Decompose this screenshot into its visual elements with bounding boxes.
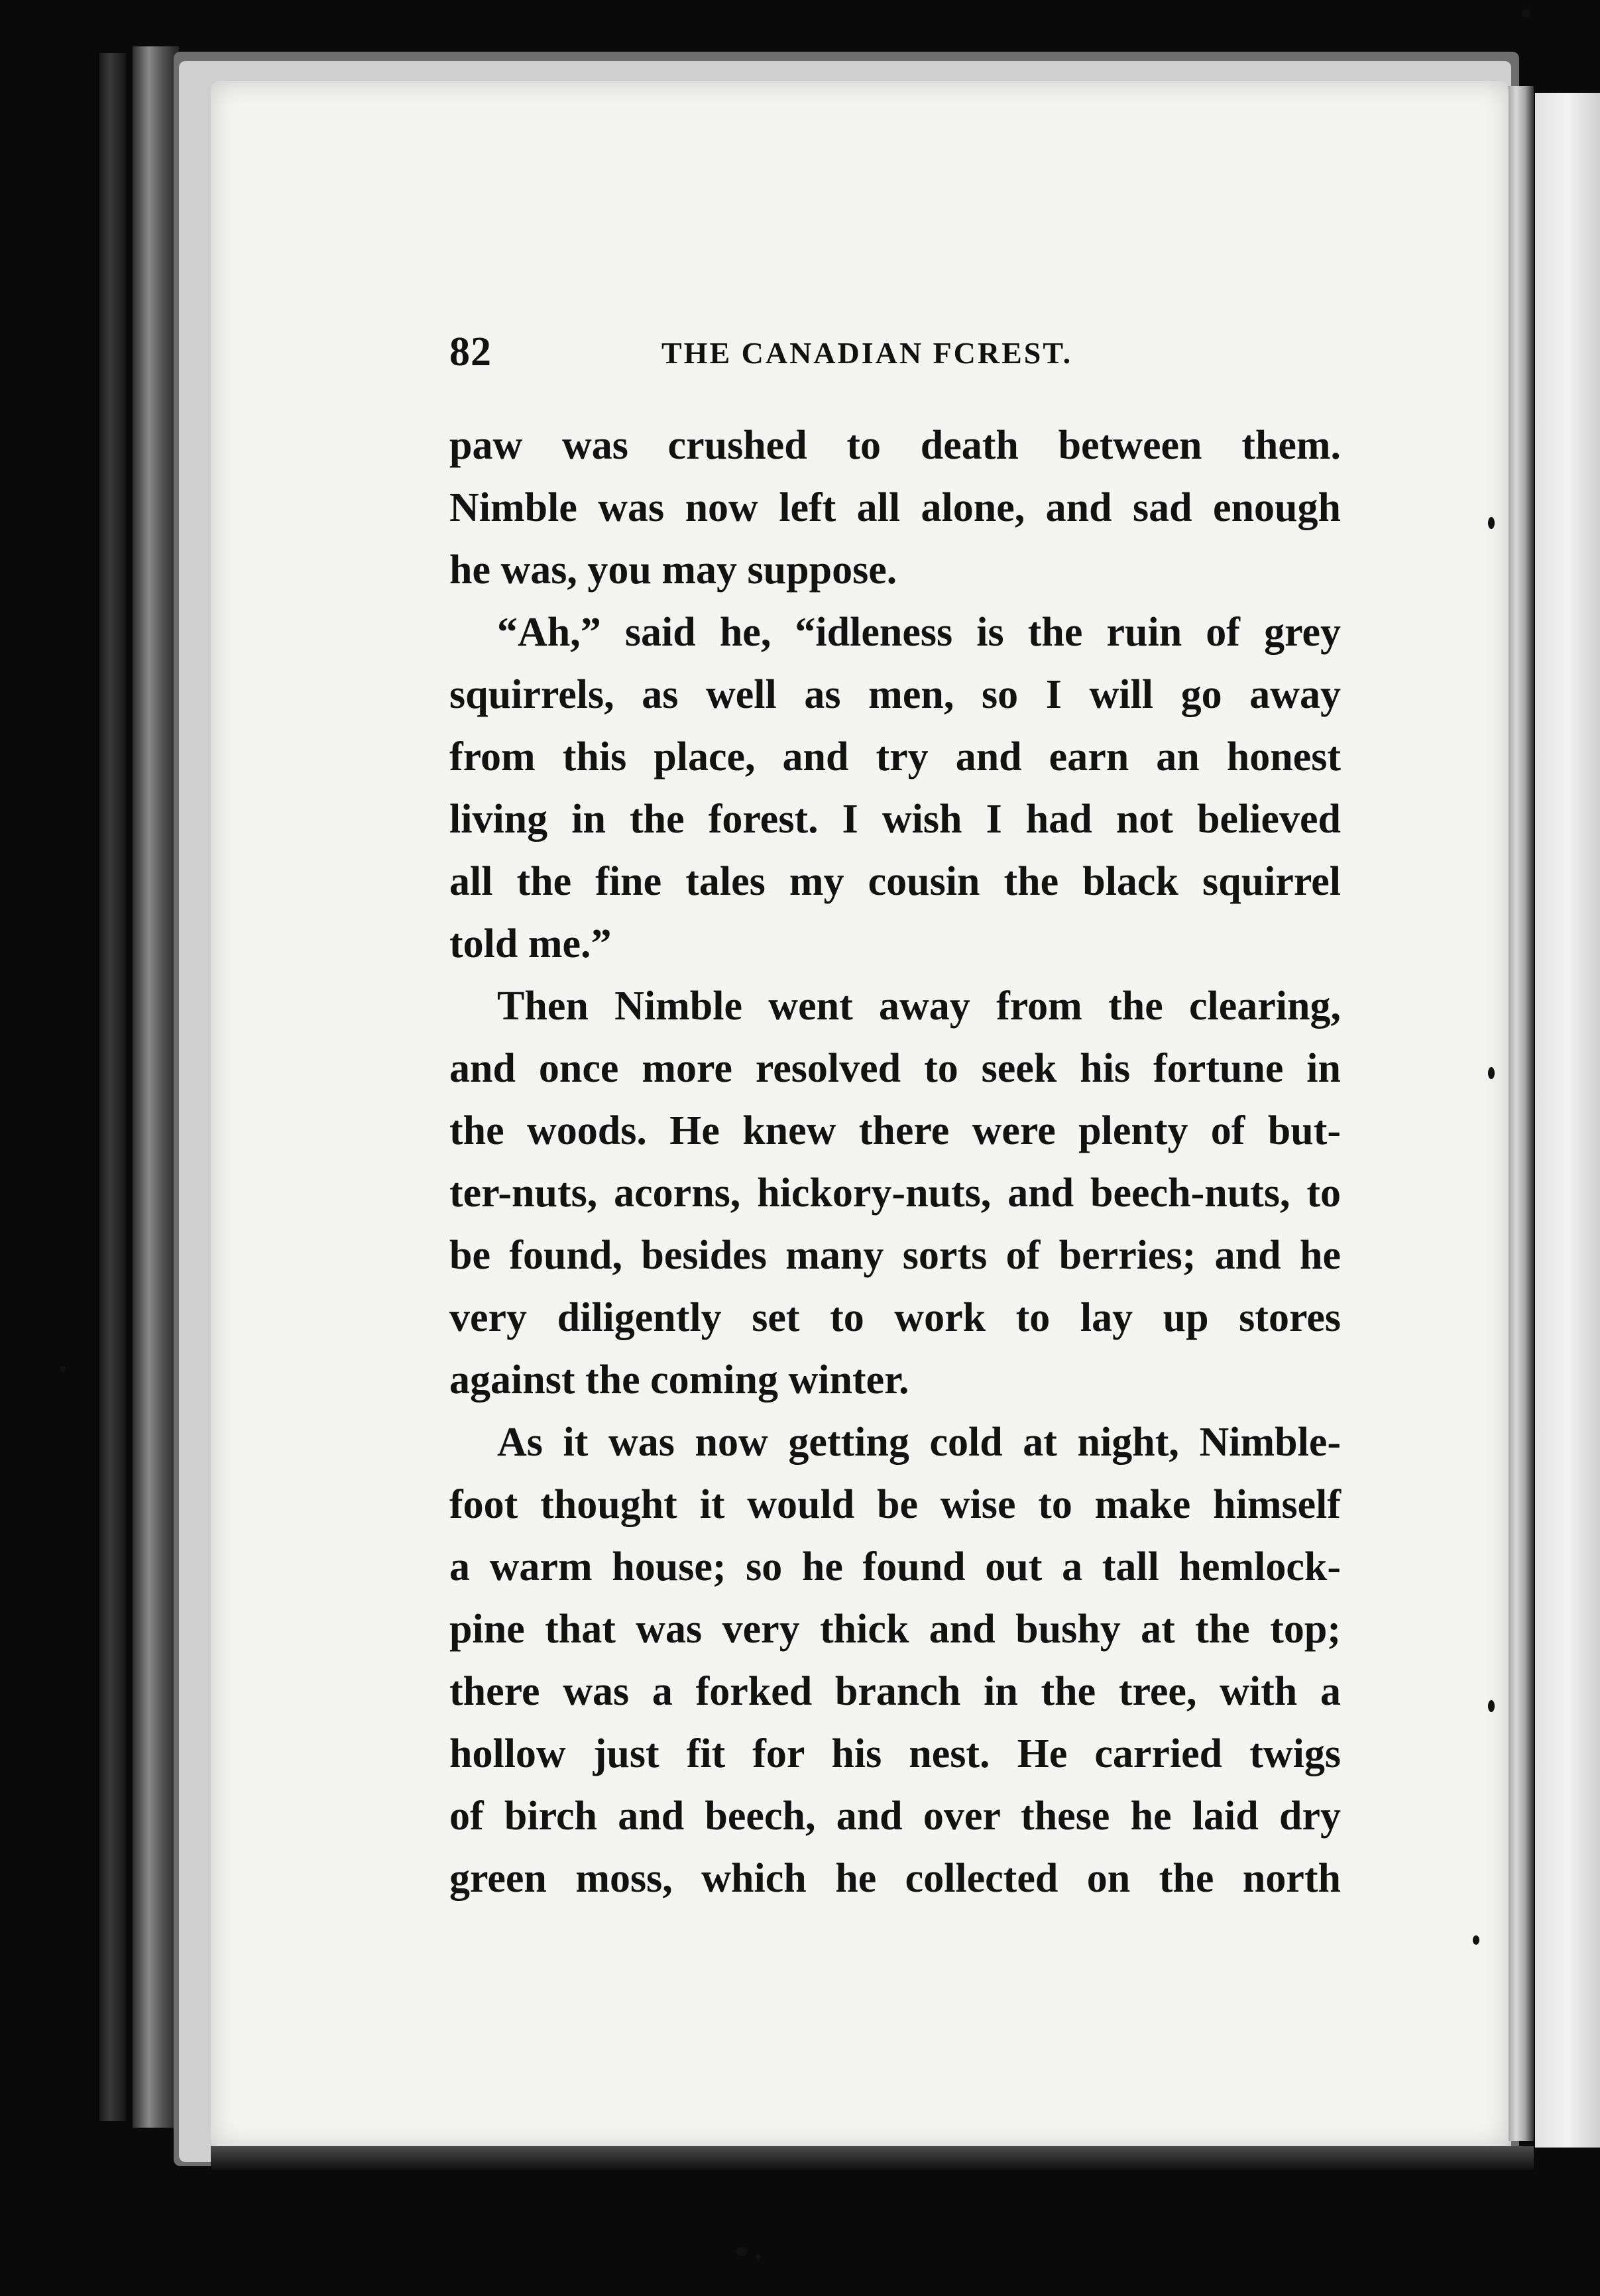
text-line: “Ah,” said he, “idleness is the ruin of grey — [497, 610, 1341, 655]
body-text — [449, 414, 1341, 1910]
text-line: squirrels, as well as men, so I will go away — [449, 672, 1341, 717]
text-line: the woods. He knew there were plenty of but- — [449, 1108, 1341, 1153]
text-line: hollow just fit for his nest. He carried twigs — [449, 1731, 1341, 1776]
page-number: 82 — [449, 329, 492, 374]
text-line: and once more resolved to seek his fortune in — [449, 1046, 1341, 1091]
text-line: living in the forest. I wish I had not believed — [449, 797, 1341, 842]
text-line: a warm house; so he found out a tall hemlock- — [449, 1544, 1341, 1589]
text-line: he was, you may suppose. — [449, 547, 897, 593]
paragraph — [449, 414, 1341, 601]
text-line: there was a forked branch in the tree, with a — [449, 1669, 1341, 1714]
text-line: green moss, which he collected on the north — [449, 1856, 1341, 1901]
book-binding-edge — [99, 53, 126, 2121]
text-line: As it was now getting cold at night, Nimble- — [497, 1420, 1341, 1465]
paragraph — [449, 975, 1341, 1411]
right-page-edge — [1505, 86, 1534, 2141]
text-line: ter-nuts, acorns, hickory-nuts, and beech-nuts, to — [449, 1171, 1341, 1216]
running-head: THE CANADIAN FCREST. — [661, 336, 1073, 370]
text-line: very diligently set to work to lay up stores — [449, 1295, 1341, 1340]
text-line: all the fine tales my cousin the black squirrel — [449, 859, 1341, 904]
text-line: paw was crushed to death between them. — [449, 423, 1341, 468]
next-leaf-edge — [1535, 93, 1600, 2148]
text-line: be found, besides many sorts of berries; and he — [449, 1233, 1341, 1278]
text-line: foot thought it would be wise to make himself — [449, 1482, 1341, 1527]
text-line: against the coming winter. — [449, 1357, 909, 1403]
text-line: Nimble was now left all alone, and sad enough — [449, 485, 1341, 530]
text-line: of birch and beech, and over these he laid dry — [449, 1794, 1341, 1839]
text-line: from this place, and try and earn an honest — [449, 734, 1341, 779]
book-spine-edge — [133, 46, 179, 2128]
page-header — [449, 329, 1338, 375]
paragraph — [449, 601, 1341, 975]
text-line: pine that was very thick and bushy at the top; — [449, 1607, 1341, 1652]
paragraph — [449, 1411, 1341, 1910]
text-line: Then Nimble went away from the clearing, — [497, 984, 1341, 1029]
bottom-page-shadow — [211, 2146, 1534, 2170]
text-line: told me.” — [449, 921, 612, 966]
